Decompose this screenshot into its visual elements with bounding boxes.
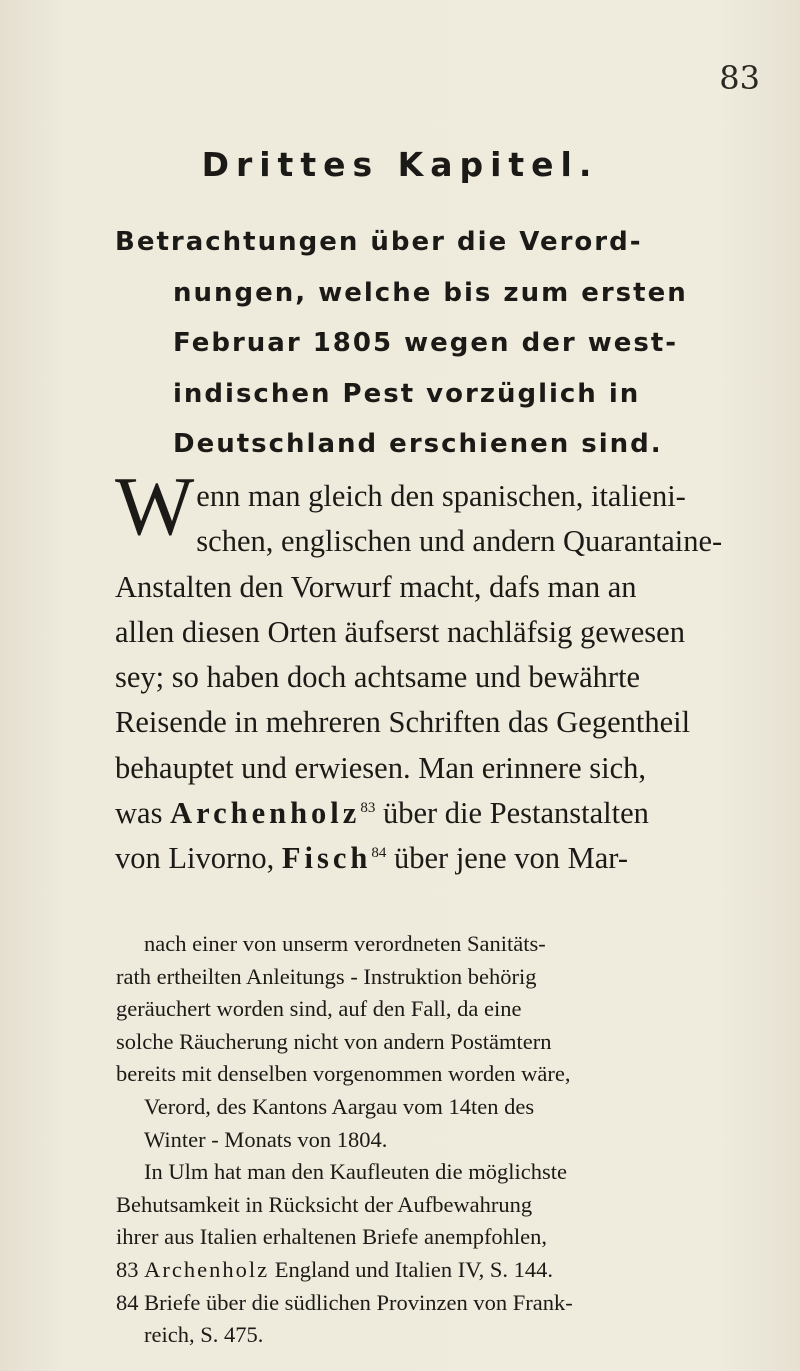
body-line: schen, englischen und andern Quarantaine-	[196, 524, 723, 559]
footnote-text: England und Italien IV, S. 144.	[274, 1256, 554, 1282]
footnotes-section	[116, 928, 776, 1352]
body-line: Anstalten den Vorwurf macht, dafs man an	[115, 569, 637, 604]
body-line: behauptet und erwiesen. Man erinnere sich,	[115, 750, 647, 785]
footnote-line: nach einer von unserm verordneten Sanitäts-	[144, 931, 546, 956]
footnote-line: ihrer aus Italien erhaltenen Briefe anempfohlen,	[116, 1224, 548, 1250]
body-text-fragment: über jene von Mar-	[386, 841, 628, 876]
body-line	[115, 836, 770, 881]
chapter-subtitle	[115, 217, 775, 470]
footnote-83	[116, 1254, 776, 1287]
footnote-number: 84	[116, 1289, 139, 1315]
body-line: Reisende in mehreren Schriften das Gegentheil	[115, 705, 691, 740]
footnote-84	[116, 1287, 776, 1320]
footnote-line: geräuchert worden sind, auf den Fall, da eine	[116, 996, 522, 1022]
footnote-ref-84[interactable]: 84	[371, 845, 387, 862]
footnote-line: Behutsamkeit in Rücksicht der Aufbewahrung	[116, 1191, 533, 1217]
footnote-line: Winter - Monats von 1804.	[144, 1126, 388, 1152]
footnote-ref-83[interactable]: 83	[360, 799, 376, 816]
drop-cap-initial: W	[115, 460, 195, 553]
author-name-fisch: Fisch	[281, 841, 372, 876]
page-number: 83	[719, 59, 760, 97]
footnote-line: bereits mit denselben vorgenommen worden wäre,	[116, 1061, 571, 1087]
body-text-fragment: von Livorno,	[115, 841, 282, 876]
footnote-text: Briefe über die südlichen Provinzen von Frank-	[144, 1289, 573, 1315]
footnote-line: Verord, des Kantons Aargau vom 14ten des	[144, 1093, 535, 1119]
chapter-title: Drittes Kapitel.	[201, 145, 599, 184]
subtitle-line: nungen, welche bis zum ersten	[173, 277, 688, 308]
subtitle-line: Deutschland erschienen sind.	[173, 429, 663, 459]
footnote-number: 83	[116, 1256, 139, 1282]
author-name-archenholz: Archenholz	[170, 796, 361, 831]
body-line: enn man gleich den spanischen, italieni-	[196, 479, 686, 513]
subtitle-line: Betrachtungen über die Verord-	[115, 227, 643, 257]
footnote-author: Archenholz	[144, 1256, 270, 1282]
body-text-fragment: was	[115, 796, 171, 831]
subtitle-line: Februar 1805 wegen der west-	[173, 328, 679, 358]
body-line: allen diesen Orten äufserst nachläfsig gewesen	[115, 614, 685, 649]
body-text-fragment: über die Pestanstalten	[375, 796, 649, 831]
footnote-line: solche Räucherung nicht von andern Postämtern	[116, 1028, 552, 1054]
body-line: sey; so haben doch achtsame und bewährte	[115, 660, 641, 695]
subtitle-line: indischen Pest vorzüglich in	[173, 378, 641, 409]
footnote-line: reich, S. 475.	[144, 1322, 264, 1348]
body-line	[115, 791, 770, 836]
footnote-line: In Ulm hat man den Kaufleuten die möglichste	[144, 1159, 568, 1185]
footnote-line: rath ertheilten Anleitungs - Instruktion behörig	[116, 963, 537, 989]
body-paragraph	[115, 460, 770, 882]
